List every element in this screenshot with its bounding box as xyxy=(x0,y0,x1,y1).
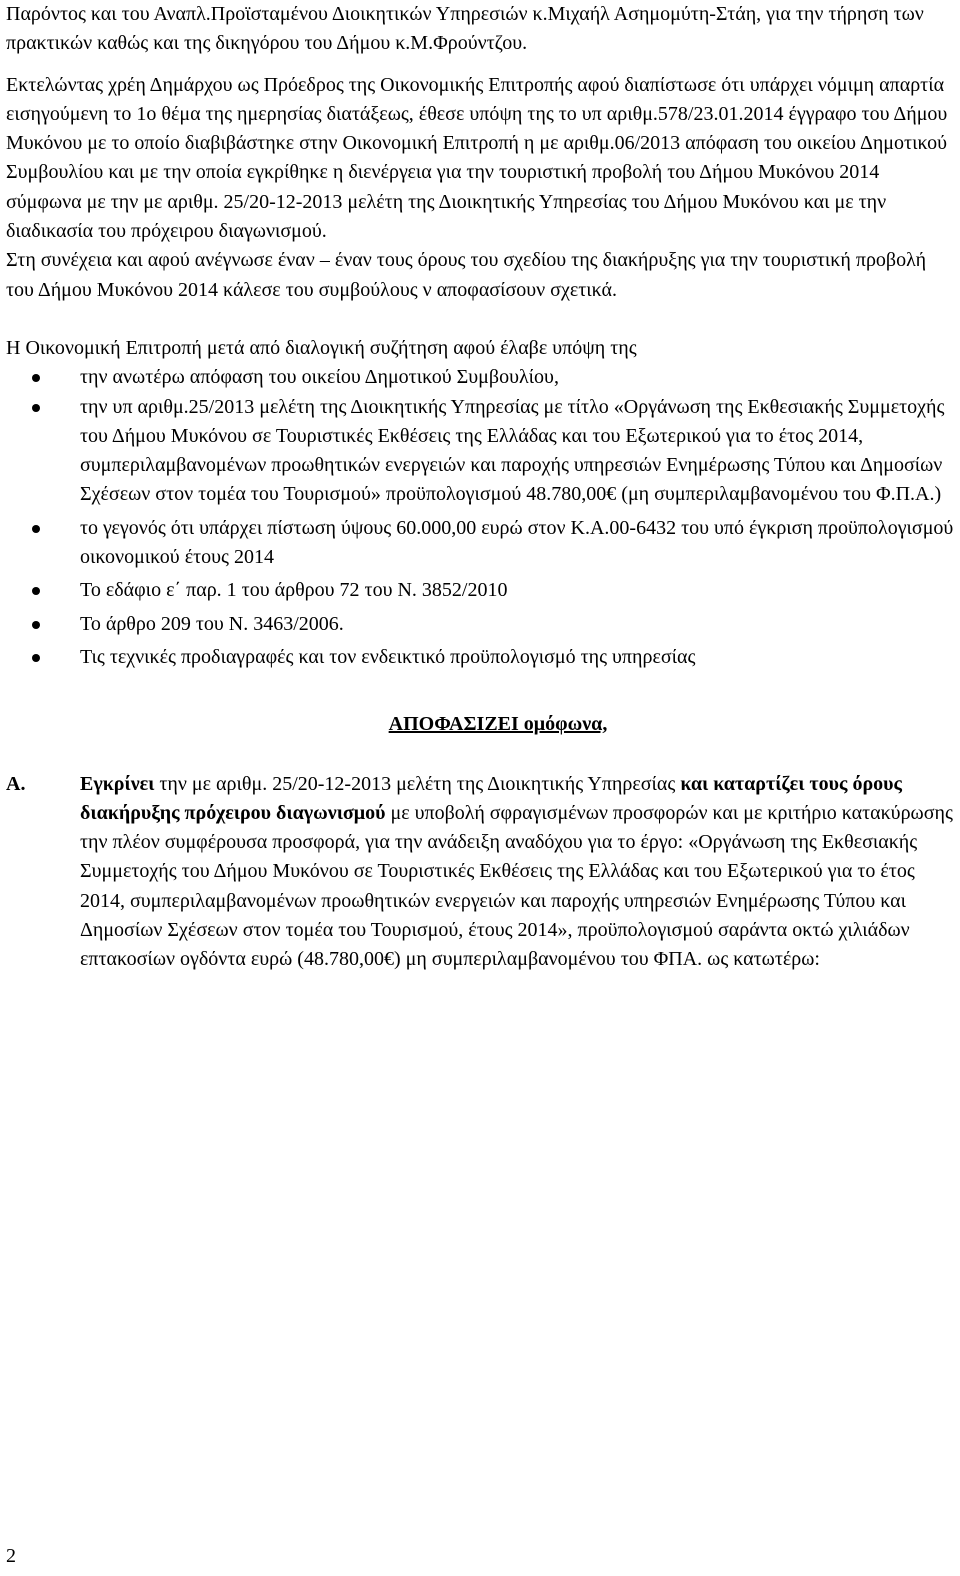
intro-paragraph: Παρόντος και του Αναπλ.Προϊσταμένου Διοικητικών Υπηρεσιών κ.Μιχαήλ Ασημομύτη-Στάη, για την τήρηση των πρακτικών καθώς και της δικηγόρου του Δήμου κ.Μ.Φρούντζου. xyxy=(6,3,924,55)
document-page xyxy=(6,0,954,975)
committee-intro: Η Οικονομική Επιτροπή μετά από διαλογική συζήτηση αφού έλαβε υπόψη της xyxy=(6,336,637,359)
list-item: Το άρθρο 209 του Ν. 3463/2006. xyxy=(6,610,954,639)
approves-keyword: Εγκρίνει xyxy=(80,772,155,795)
spacer xyxy=(6,59,954,71)
item-text-1: την με αριθμ. 25/20-12-2013 μελέτη της Διοικητικής Υπηρεσίας xyxy=(154,772,681,795)
page-number: 2 xyxy=(6,1545,16,1567)
item-bold-2: και καταρτίζει τους όρους διακήρυξης πρόχειρου διαγωνισμού xyxy=(80,772,902,824)
considerations-list xyxy=(6,363,954,672)
list-item: την υπ αριθμ.25/2013 μελέτη της Διοικητικής Υπηρεσίας με τίτλο «Οργάνωση της Εκθεσιακής Συμμετοχής του Δήμου Μυκόνου σε Τουριστικές Εκθέσεις της Ελλάδας και του Εξωτερικού για το έτος 2014, συμπεριλαμβανομένων προωθητικών ενεργειών και παροχής υπηρεσιών Ενημέρωσης Τύπου και Δημοσίων Σχέσεων στον τομέα του Τουρισμού» προϋπολογισμού 48.780,00€ (μη συμπεριλαμβανομένου του Φ.Π.Α.) xyxy=(6,393,954,510)
item-text-2: με υποβολή σφραγισμένων προσφορών και με κριτήριο κατακύρωσης την πλέον συμφέρουσα προσφορά, για την ανάδειξη αναδόχου για το έργο: «Οργάνωση της Εκθεσιακής Συμμετοχής του Δήμου Μυκόνου σε Τουριστικές Εκθέσεις της Ελλάδας και του Εξωτερικού για το έτος 2014, συμπεριλαμβανομένων προωθητικών ενεργειών και παροχής υπηρεσιών Ενημέρωσης Τύπου και Δημοσίων Σχέσεων στον τομέα του Τουρισμού, έτους 2014», προϋπολογισμού σαράντα οκτώ χιλιάδων επτακοσίων ογδόντα ευρώ (48.780,00€) μη συμπεριλαμβανομένου του ΦΠΑ. ως κατωτέρω: xyxy=(80,801,953,971)
decision-item-a xyxy=(6,770,954,975)
decision-heading: ΑΠΟΦΑΣΙΖΕΙ ομόφωνα, xyxy=(388,713,608,736)
list-item: Το εδάφιο ε΄ παρ. 1 του άρθρου 72 του Ν. 3852/2010 xyxy=(6,576,954,605)
spacer xyxy=(6,305,954,334)
list-item: το γεγονός ότι υπάρχει πίστωση ύψους 60.000,00 ευρώ στον Κ.Α.00-6432 του υπό έγκριση προϋπολογισμού οικονομικού έτους 2014 xyxy=(6,514,954,573)
list-item: Τις τεχνικές προδιαγραφές και τον ενδεικτικό προϋπολογισμό της υπηρεσίας xyxy=(6,643,954,672)
chair-paragraph: Εκτελώντας χρέη Δημάρχου ως Πρόεδρος της Οικονομικής Επιτροπής αφού διαπίστωσε ότι υπάρχει νόμιμη απαρτία εισηγούμενη το 1ο θέμα της ημερησίας διατάξεως, έθεσε υπόψη της το υπ αριθμ.578/23.01.2014 έγγραφο του Δήμου Μυκόνου με το οποίο διαβιβάστηκε στην Οικονομική Επιτροπή η με αριθμ.06/2013 απόφαση του οικείου Δημοτικού Συμβουλίου και με την οποία εγκρίθηκε η διενέργεια για την τουριστική προβολή του Δήμου Μυκόνου 2014 σύμφωνα με την με αριθμ. 25/20-12-2013 μελέτη της Διοικητικής Υπηρεσίας του Δήμου Μυκόνου και με την διαδικασία του πρόχειρου διαγωνισμού. xyxy=(6,73,948,243)
item-label: Α. xyxy=(6,772,26,795)
list-item: την ανωτέρω απόφαση του οικείου Δημοτικού Συμβουλίου, xyxy=(6,363,954,392)
item-body xyxy=(80,770,954,975)
reading-paragraph: Στη συνέχεια και αφού ανέγνωσε έναν – έναν τους όρους του σχεδίου της διακήρυξης για την τουριστική προβολή του Δήμου Μυκόνου 2014 κάλεσε του συμβούλους ν αποφασίσουν σχετικά. xyxy=(6,249,927,301)
